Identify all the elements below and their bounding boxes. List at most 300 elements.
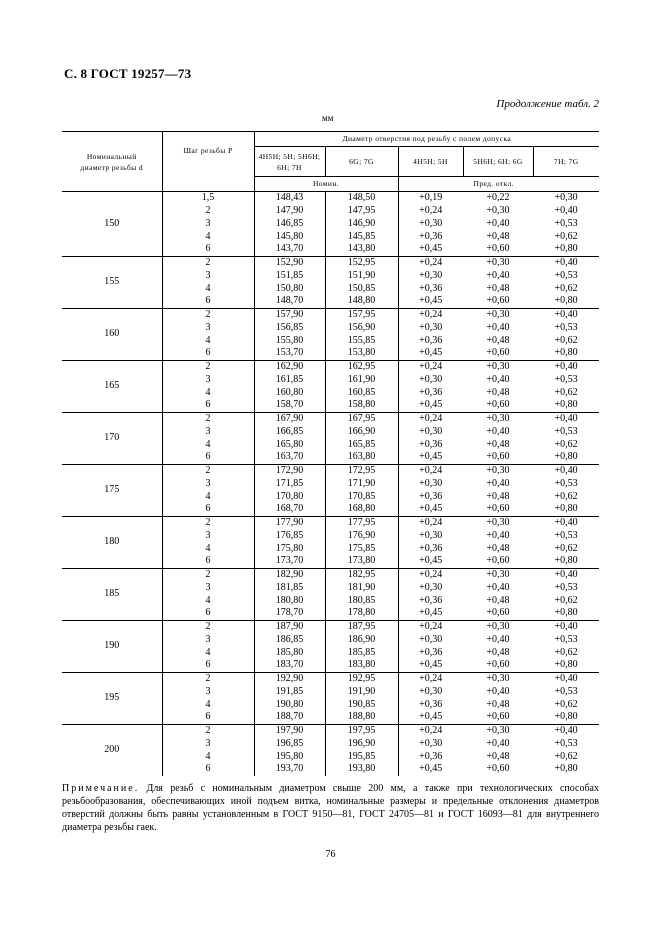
nominal-cell: 177,95 bbox=[325, 516, 398, 529]
nominal-cell: 177,90 bbox=[254, 516, 325, 529]
deviation-cell: +0,24 bbox=[398, 724, 463, 737]
nominal-cell: 143,70 bbox=[254, 243, 325, 256]
deviation-cell: +0,36 bbox=[398, 750, 463, 763]
deviation-cell: +0,48 bbox=[486, 438, 510, 450]
deviation-cell: +0,24 bbox=[398, 672, 463, 685]
nominal-cell: 186,85 bbox=[254, 634, 325, 647]
deviation-cell: +0,80 bbox=[554, 451, 578, 463]
deviation-cell: +0,45 bbox=[398, 399, 463, 412]
deviation-cell: +0,80 bbox=[554, 763, 578, 775]
deviation-cell: +0,60 bbox=[486, 347, 510, 359]
nominal-cell: 151,90 bbox=[325, 270, 398, 283]
nominal-cell: 180,85 bbox=[325, 594, 398, 607]
units-label: мм bbox=[322, 113, 334, 123]
deviation-cell: +0,62 bbox=[554, 490, 578, 502]
pitch-cell: 6 bbox=[162, 503, 254, 516]
deviation-cell: +0,48 bbox=[486, 594, 510, 606]
table-row bbox=[62, 360, 599, 373]
nominal-cell: 172,90 bbox=[254, 464, 325, 477]
deviation-cell: +0,24 bbox=[398, 360, 463, 373]
nominal-cell: 148,50 bbox=[325, 192, 398, 205]
table-row bbox=[62, 516, 599, 529]
deviation-cell: +0,40 bbox=[486, 737, 510, 749]
thread-diameter-table bbox=[62, 131, 599, 776]
nominal-cell: 143,80 bbox=[325, 243, 398, 256]
nominal-cell: 182,90 bbox=[254, 568, 325, 581]
pitch-cell: 3 bbox=[162, 426, 254, 439]
nominal-cell: 197,95 bbox=[325, 724, 398, 737]
pitch-cell: 3 bbox=[162, 374, 254, 387]
nominal-cell: 157,95 bbox=[325, 308, 398, 321]
nominal-cell: 148,80 bbox=[325, 295, 398, 308]
nominal-diameter-cell: 195 bbox=[62, 672, 162, 724]
deviation-cell: +0,60 bbox=[486, 503, 510, 515]
deviation-cell: +0,45 bbox=[398, 659, 463, 672]
table-row bbox=[62, 620, 599, 633]
deviation-cell: +0,30 bbox=[398, 738, 463, 751]
deviation-cell: +0,30 bbox=[463, 464, 533, 477]
nominal-cell: 158,80 bbox=[325, 399, 398, 412]
table-row bbox=[62, 308, 599, 321]
nominal-cell: 161,85 bbox=[254, 374, 325, 387]
nominal-cell: 175,80 bbox=[254, 542, 325, 555]
deviation-cell: +0,40 bbox=[486, 633, 510, 645]
deviation-cell: +0,53 bbox=[554, 737, 578, 749]
nominal-cell: 190,80 bbox=[254, 698, 325, 711]
nominal-cell: 157,90 bbox=[254, 308, 325, 321]
pitch-cell: 4 bbox=[162, 750, 254, 763]
nominal-cell: 155,85 bbox=[325, 334, 398, 347]
deviation-cell: +0,40 bbox=[486, 685, 510, 697]
deviation-cell: +0,45 bbox=[398, 763, 463, 776]
deviation-cell: +0,80 bbox=[554, 503, 578, 515]
nominal-cell: 163,70 bbox=[254, 451, 325, 464]
pitch-cell: 6 bbox=[162, 399, 254, 412]
nominal-cell: 160,85 bbox=[325, 386, 398, 399]
pitch-cell: 6 bbox=[162, 711, 254, 724]
deviation-cell: +0,45 bbox=[398, 503, 463, 516]
nominal-cell: 162,95 bbox=[325, 360, 398, 373]
pitch-cell: 4 bbox=[162, 334, 254, 347]
deviation-cell: +0,62 bbox=[554, 386, 578, 398]
deviation-cell: +0,53 bbox=[554, 269, 578, 281]
table-row bbox=[62, 256, 599, 269]
pitch-cell: 6 bbox=[162, 659, 254, 672]
nominal-diameter-cell: 185 bbox=[62, 568, 162, 620]
nominal-cell: 153,80 bbox=[325, 347, 398, 360]
deviation-cell: +0,40 bbox=[486, 477, 510, 489]
deviation-cell: +0,62 bbox=[554, 698, 578, 710]
nominal-diameter-cell: 160 bbox=[62, 308, 162, 360]
deviation-cell: +0,30 bbox=[398, 374, 463, 387]
deviation-cell: +0,30 bbox=[398, 322, 463, 335]
deviation-cell: +0,30 bbox=[398, 426, 463, 439]
table-row bbox=[62, 412, 599, 425]
deviation-cell: +0,80 bbox=[554, 399, 578, 411]
nominal-cell: 185,85 bbox=[325, 646, 398, 659]
deviation-cell: +0,45 bbox=[398, 451, 463, 464]
deviation-cell: +0,30 bbox=[398, 686, 463, 699]
nominal-cell: 192,95 bbox=[325, 672, 398, 685]
nominal-cell: 146,90 bbox=[325, 218, 398, 231]
nominal-cell: 183,80 bbox=[325, 659, 398, 672]
nominal-cell: 185,80 bbox=[254, 646, 325, 659]
nominal-header: Номин. bbox=[254, 177, 398, 192]
nominal-cell: 146,85 bbox=[254, 218, 325, 231]
deviation-cell: +0,60 bbox=[486, 763, 510, 775]
pitch-cell: 2 bbox=[162, 205, 254, 218]
nominal-cell: 196,90 bbox=[325, 738, 398, 751]
pitch-cell: 6 bbox=[162, 243, 254, 256]
deviation-cell: +0,30 bbox=[533, 192, 599, 205]
nominal-diameter-cell: 170 bbox=[62, 412, 162, 464]
deviation-cell: +0,36 bbox=[398, 490, 463, 503]
deviation-cell: +0,80 bbox=[554, 555, 578, 567]
pitch-cell: 6 bbox=[162, 763, 254, 776]
deviation-cell: +0,62 bbox=[554, 334, 578, 346]
nominal-cell: 191,85 bbox=[254, 686, 325, 699]
deviation-cell: +0,60 bbox=[486, 295, 510, 307]
nominal-cell: 176,90 bbox=[325, 530, 398, 543]
deviation-cell: +0,30 bbox=[398, 478, 463, 491]
nominal-cell: 192,90 bbox=[254, 672, 325, 685]
deviation-cell: +0,40 bbox=[533, 516, 599, 529]
col-header-diameter: Номинальный диаметр резьбы d bbox=[62, 132, 162, 192]
pitch-cell: 6 bbox=[162, 607, 254, 620]
nominal-cell: 165,85 bbox=[325, 438, 398, 451]
pitch-cell: 4 bbox=[162, 230, 254, 243]
deviation-cell: +0,80 bbox=[554, 347, 578, 359]
deviation-cell: +0,30 bbox=[398, 218, 463, 231]
nominal-cell: 156,85 bbox=[254, 322, 325, 335]
deviation-cell: +0,45 bbox=[398, 347, 463, 360]
pitch-cell: 3 bbox=[162, 634, 254, 647]
sub-col-header-4: 5H6H; 6H; 6G bbox=[463, 147, 533, 177]
nominal-cell: 181,90 bbox=[325, 582, 398, 595]
deviation-cell: +0,24 bbox=[398, 205, 463, 218]
col-header-group: Диаметр отверстия под резьбу с полем допуска bbox=[254, 132, 599, 147]
deviation-cell: +0,24 bbox=[398, 308, 463, 321]
nominal-diameter-cell: 150 bbox=[62, 192, 162, 257]
deviation-cell: +0,60 bbox=[486, 399, 510, 411]
nominal-cell: 171,90 bbox=[325, 478, 398, 491]
nominal-cell: 173,80 bbox=[325, 555, 398, 568]
note-label: Примечание. bbox=[62, 783, 140, 794]
nominal-cell: 193,70 bbox=[254, 763, 325, 776]
deviation-cell: +0,53 bbox=[554, 581, 578, 593]
nominal-diameter-cell: 155 bbox=[62, 256, 162, 308]
deviation-cell: +0,53 bbox=[554, 321, 578, 333]
deviation-cell: +0,19 bbox=[398, 192, 463, 205]
deviation-cell: +0,36 bbox=[398, 542, 463, 555]
nominal-cell: 147,90 bbox=[254, 205, 325, 218]
deviation-cell: +0,62 bbox=[554, 542, 578, 554]
pitch-cell: 6 bbox=[162, 295, 254, 308]
nominal-cell: 178,70 bbox=[254, 607, 325, 620]
pitch-cell: 3 bbox=[162, 322, 254, 335]
deviation-cell: +0,62 bbox=[554, 646, 578, 658]
deviation-cell: +0,40 bbox=[533, 308, 599, 321]
nominal-cell: 182,95 bbox=[325, 568, 398, 581]
table-row bbox=[62, 724, 599, 737]
pitch-cell: 2 bbox=[162, 464, 254, 477]
nominal-cell: 145,85 bbox=[325, 230, 398, 243]
deviation-cell: +0,30 bbox=[463, 620, 533, 633]
nominal-cell: 150,85 bbox=[325, 282, 398, 295]
nominal-cell: 148,70 bbox=[254, 295, 325, 308]
pitch-cell: 4 bbox=[162, 386, 254, 399]
nominal-cell: 155,80 bbox=[254, 334, 325, 347]
deviation-cell: +0,53 bbox=[554, 217, 578, 229]
pitch-cell: 2 bbox=[162, 516, 254, 529]
page-number: 76 bbox=[325, 849, 336, 860]
deviation-cell: +0,48 bbox=[486, 490, 510, 502]
deviation-cell: +0,80 bbox=[554, 295, 578, 307]
nominal-cell: 158,70 bbox=[254, 399, 325, 412]
table-row bbox=[62, 672, 599, 685]
deviation-cell: +0,45 bbox=[398, 295, 463, 308]
deviation-cell: +0,30 bbox=[398, 530, 463, 543]
col-header-pitch: Шаг резьбы P bbox=[162, 132, 254, 192]
deviation-cell: +0,40 bbox=[533, 360, 599, 373]
nominal-diameter-cell: 190 bbox=[62, 620, 162, 672]
nominal-cell: 193,80 bbox=[325, 763, 398, 776]
pitch-cell: 2 bbox=[162, 256, 254, 269]
note-text: Для резьб с номинальным диаметром свыше 200 мм, а также при технологических способах резьбообразования, обеспечивающих иной подъем витка, номинальные размеры и предельные отклонения диаметров отверстий должны быть равны установленным в ГОСТ 9150—81, ГОСТ 24705—81 и ГОСТ 16093—81 для внутреннего диаметра резьбы гаек. bbox=[62, 783, 599, 833]
deviation-cell: +0,48 bbox=[486, 386, 510, 398]
deviation-cell: +0,60 bbox=[486, 711, 510, 723]
nominal-cell: 168,80 bbox=[325, 503, 398, 516]
nominal-cell: 175,85 bbox=[325, 542, 398, 555]
nominal-cell: 145,80 bbox=[254, 230, 325, 243]
nominal-cell: 173,70 bbox=[254, 555, 325, 568]
nominal-cell: 167,95 bbox=[325, 412, 398, 425]
sub-col-header-2: 6G; 7G bbox=[325, 147, 398, 177]
deviation-cell: +0,30 bbox=[463, 672, 533, 685]
deviation-cell: +0,40 bbox=[533, 256, 599, 269]
pitch-cell: 4 bbox=[162, 646, 254, 659]
deviation-cell: +0,40 bbox=[533, 412, 599, 425]
nominal-diameter-cell: 200 bbox=[62, 724, 162, 776]
pitch-cell: 3 bbox=[162, 686, 254, 699]
deviation-cell: +0,40 bbox=[533, 620, 599, 633]
pitch-cell: 3 bbox=[162, 218, 254, 231]
pitch-cell: 6 bbox=[162, 555, 254, 568]
pitch-cell: 2 bbox=[162, 568, 254, 581]
pitch-cell: 4 bbox=[162, 282, 254, 295]
deviation-cell: +0,24 bbox=[398, 464, 463, 477]
deviation-cell: +0,24 bbox=[398, 516, 463, 529]
pitch-cell: 2 bbox=[162, 672, 254, 685]
deviation-cell: +0,48 bbox=[486, 750, 510, 762]
page-header: С. 8 ГОСТ 19257—73 bbox=[64, 66, 192, 81]
nominal-cell: 161,90 bbox=[325, 374, 398, 387]
pitch-cell: 2 bbox=[162, 620, 254, 633]
deviation-cell: +0,30 bbox=[463, 724, 533, 737]
pitch-cell: 3 bbox=[162, 270, 254, 283]
deviation-cell: +0,30 bbox=[463, 568, 533, 581]
deviation-cell: +0,60 bbox=[486, 243, 510, 255]
deviation-cell: +0,40 bbox=[486, 269, 510, 281]
nominal-cell: 191,90 bbox=[325, 686, 398, 699]
deviation-cell: +0,24 bbox=[398, 568, 463, 581]
nominal-cell: 188,80 bbox=[325, 711, 398, 724]
pitch-cell: 2 bbox=[162, 724, 254, 737]
pitch-cell: 4 bbox=[162, 542, 254, 555]
pitch-cell: 1,5 bbox=[162, 192, 254, 205]
deviation-cell: +0,48 bbox=[486, 282, 510, 294]
table-row bbox=[62, 192, 599, 205]
deviation-cell: +0,36 bbox=[398, 334, 463, 347]
nominal-diameter-cell: 165 bbox=[62, 360, 162, 412]
deviation-cell: +0,36 bbox=[398, 698, 463, 711]
table-row bbox=[62, 568, 599, 581]
deviation-cell: +0,80 bbox=[554, 711, 578, 723]
deviation-cell: +0,30 bbox=[398, 270, 463, 283]
deviation-header: Пред. откл. bbox=[398, 177, 599, 192]
pitch-cell: 2 bbox=[162, 412, 254, 425]
nominal-cell: 168,70 bbox=[254, 503, 325, 516]
deviation-cell: +0,40 bbox=[486, 217, 510, 229]
deviation-cell: +0,30 bbox=[398, 582, 463, 595]
nominal-cell: 172,95 bbox=[325, 464, 398, 477]
pitch-cell: 4 bbox=[162, 490, 254, 503]
deviation-cell: +0,80 bbox=[554, 243, 578, 255]
pitch-cell: 4 bbox=[162, 438, 254, 451]
nominal-cell: 195,85 bbox=[325, 750, 398, 763]
nominal-diameter-cell: 175 bbox=[62, 464, 162, 516]
deviation-cell: +0,24 bbox=[398, 412, 463, 425]
nominal-cell: 181,85 bbox=[254, 582, 325, 595]
deviation-cell: +0,40 bbox=[533, 464, 599, 477]
nominal-cell: 171,85 bbox=[254, 478, 325, 491]
nominal-cell: 170,85 bbox=[325, 490, 398, 503]
deviation-cell: +0,53 bbox=[554, 685, 578, 697]
deviation-cell: +0,45 bbox=[398, 711, 463, 724]
deviation-cell: +0,80 bbox=[554, 659, 578, 671]
deviation-cell: +0,62 bbox=[554, 438, 578, 450]
deviation-cell: +0,36 bbox=[398, 438, 463, 451]
deviation-cell: +0,40 bbox=[486, 321, 510, 333]
deviation-cell: +0,45 bbox=[398, 243, 463, 256]
deviation-cell: +0,45 bbox=[398, 607, 463, 620]
sub-col-header-5: 7H; 7G bbox=[533, 147, 599, 177]
deviation-cell: +0,36 bbox=[398, 386, 463, 399]
nominal-cell: 150,80 bbox=[254, 282, 325, 295]
deviation-cell: +0,53 bbox=[554, 633, 578, 645]
nominal-cell: 186,90 bbox=[325, 634, 398, 647]
deviation-cell: +0,30 bbox=[398, 634, 463, 647]
nominal-cell: 162,90 bbox=[254, 360, 325, 373]
nominal-cell: 152,90 bbox=[254, 256, 325, 269]
deviation-cell: +0,30 bbox=[463, 516, 533, 529]
deviation-cell: +0,53 bbox=[554, 425, 578, 437]
nominal-cell: 156,90 bbox=[325, 322, 398, 335]
deviation-cell: +0,30 bbox=[463, 412, 533, 425]
deviation-cell: +0,80 bbox=[554, 607, 578, 619]
deviation-cell: +0,36 bbox=[398, 230, 463, 243]
nominal-cell: 187,95 bbox=[325, 620, 398, 633]
deviation-cell: +0,30 bbox=[463, 360, 533, 373]
deviation-cell: +0,60 bbox=[486, 555, 510, 567]
deviation-cell: +0,40 bbox=[533, 724, 599, 737]
sub-col-header-3: 4H5H; 5H bbox=[398, 147, 463, 177]
table-note bbox=[62, 782, 599, 834]
nominal-cell: 165,80 bbox=[254, 438, 325, 451]
deviation-cell: +0,40 bbox=[486, 529, 510, 541]
deviation-cell: +0,62 bbox=[554, 750, 578, 762]
nominal-cell: 147,95 bbox=[325, 205, 398, 218]
nominal-cell: 166,85 bbox=[254, 426, 325, 439]
deviation-cell: +0,53 bbox=[554, 477, 578, 489]
nominal-cell: 188,70 bbox=[254, 711, 325, 724]
deviation-cell: +0,36 bbox=[398, 282, 463, 295]
pitch-cell: 3 bbox=[162, 478, 254, 491]
deviation-cell: +0,62 bbox=[554, 594, 578, 606]
deviation-cell: +0,62 bbox=[554, 282, 578, 294]
deviation-cell: +0,30 bbox=[486, 205, 510, 217]
pitch-cell: 3 bbox=[162, 582, 254, 595]
nominal-cell: 163,80 bbox=[325, 451, 398, 464]
deviation-cell: +0,60 bbox=[486, 607, 510, 619]
deviation-cell: +0,53 bbox=[554, 373, 578, 385]
deviation-cell: +0,48 bbox=[486, 542, 510, 554]
nominal-cell: 160,80 bbox=[254, 386, 325, 399]
deviation-cell: +0,48 bbox=[486, 698, 510, 710]
deviation-cell: +0,40 bbox=[486, 373, 510, 385]
deviation-cell: +0,45 bbox=[398, 555, 463, 568]
table-continuation-label: Продолжение табл. 2 bbox=[496, 98, 599, 110]
pitch-cell: 4 bbox=[162, 698, 254, 711]
deviation-cell: +0,22 bbox=[463, 192, 533, 205]
nominal-cell: 167,90 bbox=[254, 412, 325, 425]
pitch-cell: 6 bbox=[162, 451, 254, 464]
table-row bbox=[62, 464, 599, 477]
pitch-cell: 3 bbox=[162, 530, 254, 543]
pitch-cell: 4 bbox=[162, 594, 254, 607]
deviation-cell: +0,30 bbox=[463, 308, 533, 321]
deviation-cell: +0,40 bbox=[486, 425, 510, 437]
deviation-cell: +0,36 bbox=[398, 646, 463, 659]
deviation-cell: +0,48 bbox=[486, 646, 510, 658]
deviation-cell: +0,53 bbox=[554, 529, 578, 541]
deviation-cell: +0,30 bbox=[463, 256, 533, 269]
pitch-cell: 2 bbox=[162, 360, 254, 373]
nominal-cell: 196,85 bbox=[254, 738, 325, 751]
deviation-cell: +0,24 bbox=[398, 620, 463, 633]
nominal-cell: 153,70 bbox=[254, 347, 325, 360]
deviation-cell: +0,62 bbox=[554, 230, 578, 242]
nominal-cell: 148,43 bbox=[254, 192, 325, 205]
nominal-cell: 152,95 bbox=[325, 256, 398, 269]
deviation-cell: +0,24 bbox=[398, 256, 463, 269]
deviation-cell: +0,40 bbox=[533, 568, 599, 581]
deviation-cell: +0,60 bbox=[486, 451, 510, 463]
deviation-cell: +0,60 bbox=[486, 659, 510, 671]
pitch-cell: 2 bbox=[162, 308, 254, 321]
nominal-cell: 187,90 bbox=[254, 620, 325, 633]
nominal-cell: 166,90 bbox=[325, 426, 398, 439]
nominal-cell: 176,85 bbox=[254, 530, 325, 543]
nominal-cell: 178,80 bbox=[325, 607, 398, 620]
deviation-cell: +0,48 bbox=[486, 334, 510, 346]
nominal-cell: 180,80 bbox=[254, 594, 325, 607]
deviation-cell: +0,40 bbox=[533, 672, 599, 685]
nominal-cell: 197,90 bbox=[254, 724, 325, 737]
pitch-cell: 6 bbox=[162, 347, 254, 360]
deviation-cell: +0,36 bbox=[398, 594, 463, 607]
deviation-cell: +0,48 bbox=[486, 230, 510, 242]
